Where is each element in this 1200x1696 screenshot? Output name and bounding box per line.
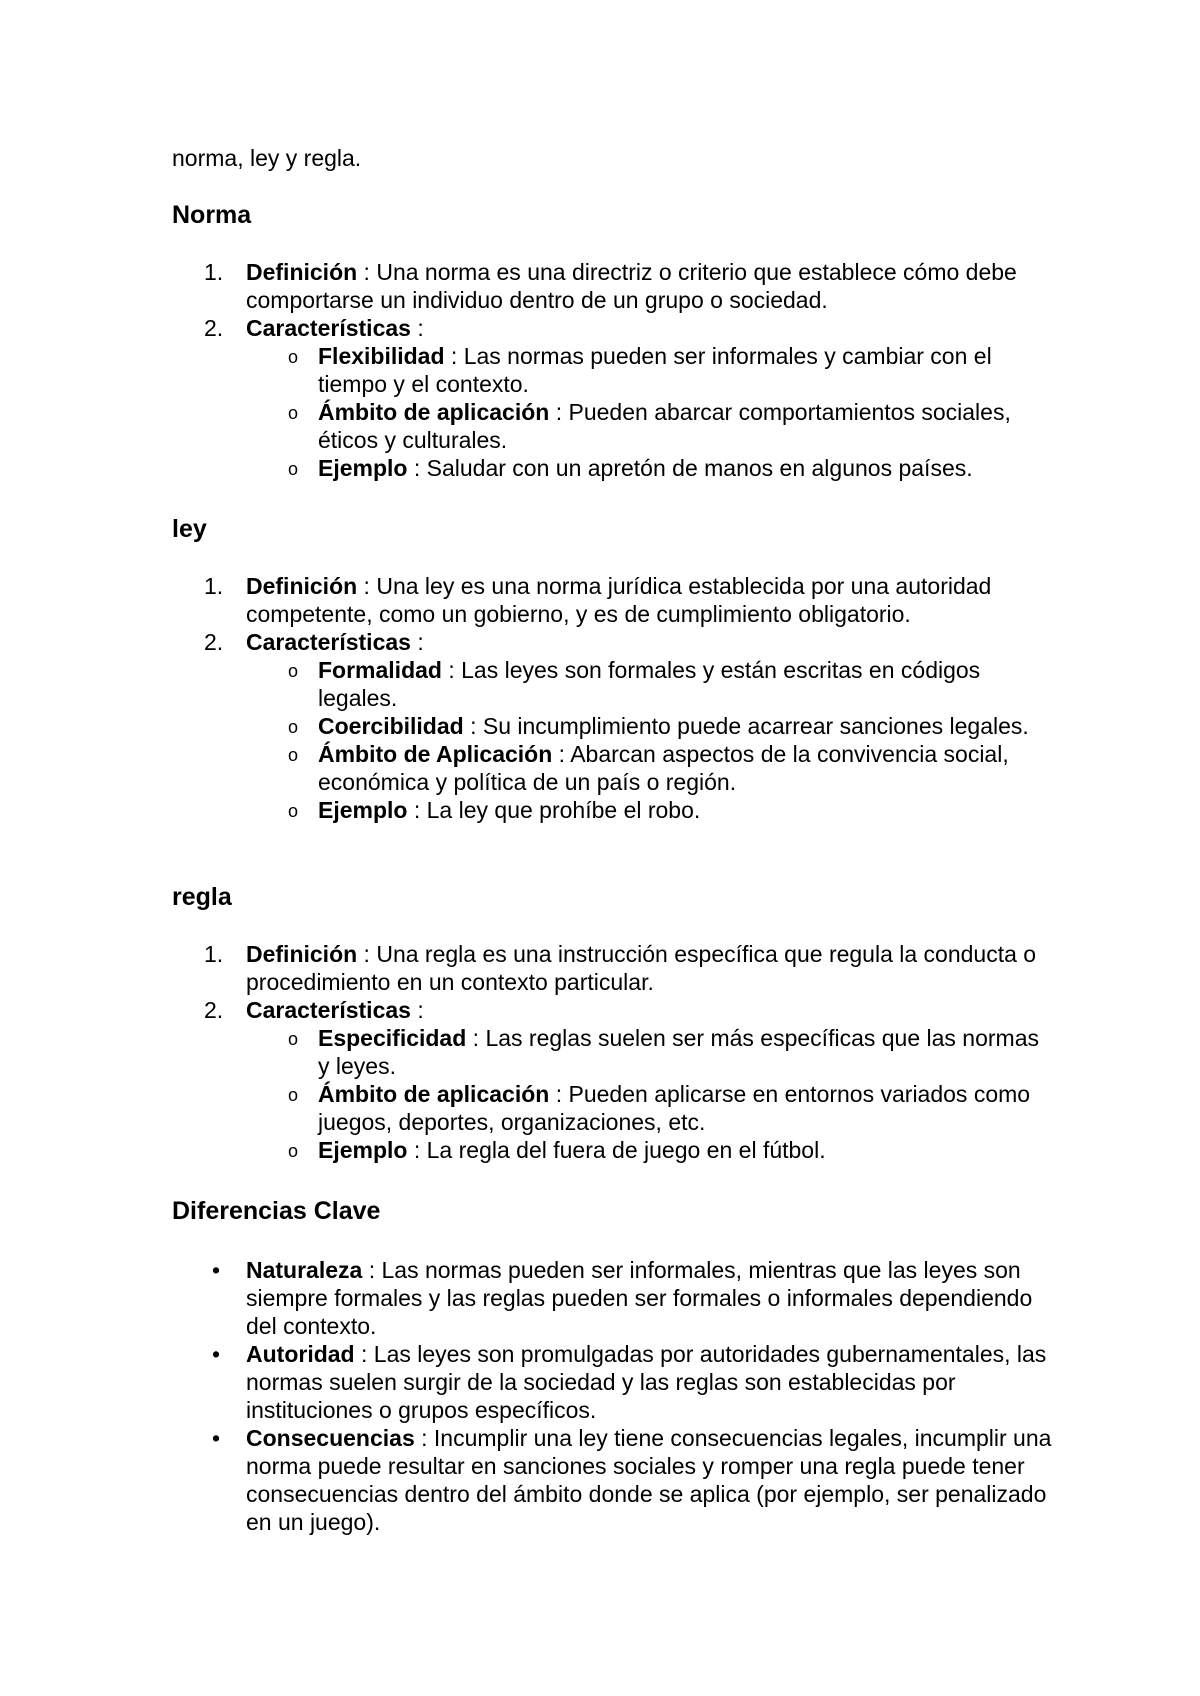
item-term: Formalidad xyxy=(318,657,442,683)
item-separator: : xyxy=(407,455,427,481)
section-heading: regla xyxy=(172,883,232,911)
section-norma-list xyxy=(172,258,1052,482)
section-regla-list xyxy=(172,940,1052,1164)
bullet-item-consecuencias xyxy=(172,1424,1052,1536)
section-heading: Diferencias Clave xyxy=(172,1197,381,1225)
item-separator: : xyxy=(407,797,427,823)
item-term: Características xyxy=(246,629,411,655)
item-separator: : xyxy=(410,997,424,1023)
item-text: La ley que prohíbe el robo. xyxy=(426,797,701,823)
item-term: Ámbito de aplicación xyxy=(318,399,550,425)
list-item-caracteristicas xyxy=(172,996,1052,1164)
item-separator: : xyxy=(407,1137,427,1163)
bullet-o-icon: o xyxy=(288,459,299,479)
section-norma xyxy=(172,200,1052,230)
item-separator: : xyxy=(549,1081,569,1107)
bullet-o-icon: o xyxy=(288,717,299,737)
item-term: Definición xyxy=(246,573,358,599)
bullet-item-autoridad xyxy=(172,1340,1052,1424)
item-separator: : xyxy=(463,713,483,739)
item-term: Definición xyxy=(246,941,358,967)
item-term: Ámbito de Aplicación xyxy=(318,741,553,767)
item-text: Las leyes son promulgadas por autoridades gubernamentales, las normas suelen surgir de la sociedad y las reglas son establecidas por instituciones o grupos específicos. xyxy=(246,1341,1047,1423)
sublist xyxy=(246,656,1052,824)
sublist-item xyxy=(246,398,1052,454)
sublist-item xyxy=(246,342,1052,398)
sublist-item xyxy=(246,454,1052,482)
item-separator: : xyxy=(441,657,462,683)
bullet-o-icon: o xyxy=(288,403,299,423)
item-term: Naturaleza xyxy=(246,1257,363,1283)
sublist-item xyxy=(246,796,1052,824)
item-text: Saludar con un apretón de manos en algunos países. xyxy=(426,455,973,481)
list-number: 2. xyxy=(204,315,224,341)
item-term: Ejemplo xyxy=(318,1137,408,1163)
item-text: Las leyes son formales y están escritas en códigos legales. xyxy=(318,657,981,711)
section-ley xyxy=(172,514,1052,544)
item-term: Ámbito de aplicación xyxy=(318,1081,550,1107)
item-separator: : xyxy=(357,941,377,967)
list-number: 1. xyxy=(204,941,224,967)
sublist-item xyxy=(246,740,1052,796)
item-term: Especificidad xyxy=(318,1025,467,1051)
section-heading: ley xyxy=(172,515,207,543)
section-ley-list xyxy=(172,572,1052,824)
item-text: Abarcan aspectos de la convivencia social, económica y política de un país o región. xyxy=(318,741,1009,795)
list-number: 1. xyxy=(204,573,224,599)
list-number: 1. xyxy=(204,259,224,285)
item-separator: : xyxy=(552,741,571,767)
item-text: La regla del fuera de juego en el fútbol. xyxy=(426,1137,826,1163)
item-separator: : xyxy=(357,259,377,285)
list-item-definicion xyxy=(172,940,1052,996)
item-term: Ejemplo xyxy=(318,797,408,823)
bullet-item-naturaleza xyxy=(172,1256,1052,1340)
list-item-caracteristicas xyxy=(172,314,1052,482)
item-term: Autoridad xyxy=(246,1341,355,1367)
bullet-o-icon: o xyxy=(288,1085,299,1105)
item-separator: : xyxy=(357,573,377,599)
sublist-item xyxy=(246,712,1052,740)
list-number: 2. xyxy=(204,997,224,1023)
item-term: Flexibilidad xyxy=(318,343,445,369)
item-text: Una regla es una instrucción específica que regula la conducta o procedimiento en un contexto particular. xyxy=(246,941,1037,995)
item-text: Una norma es una directriz o criterio que establece cómo debe comportarse un individuo dentro de un grupo o sociedad. xyxy=(246,259,1017,313)
item-text: Las reglas suelen ser más específicas que las normas y leyes. xyxy=(318,1025,1040,1079)
item-term: Consecuencias xyxy=(246,1425,415,1451)
list-item-caracteristicas xyxy=(172,628,1052,824)
item-term: Características xyxy=(246,997,411,1023)
bullet-dot-icon: • xyxy=(212,1425,221,1451)
sublist xyxy=(246,1024,1052,1164)
item-text: Su incumplimiento puede acarrear sanciones legales. xyxy=(482,713,1029,739)
list-number: 2. xyxy=(204,629,224,655)
section-diferencias xyxy=(172,1196,1052,1226)
sublist-item xyxy=(246,1024,1052,1080)
section-diferencias-list xyxy=(172,1256,1052,1536)
section-heading: Norma xyxy=(172,201,252,229)
item-text: Las normas pueden ser informales y cambiar con el tiempo y el contexto. xyxy=(318,343,992,397)
list-item-definicion xyxy=(172,572,1052,628)
item-separator: : xyxy=(414,1425,434,1451)
sublist-item xyxy=(246,656,1052,712)
bullet-o-icon: o xyxy=(288,661,299,681)
bullet-dot-icon: • xyxy=(212,1341,221,1367)
list-item-definicion xyxy=(172,258,1052,314)
item-separator: : xyxy=(410,629,424,655)
item-separator: : xyxy=(444,343,464,369)
bullet-o-icon: o xyxy=(288,801,299,821)
item-separator: : xyxy=(549,399,569,425)
item-text: Incumplir una ley tiene consecuencias legales, incumplir una norma puede resultar en sanciones sociales y romper una regla puede tener consecuencias dentro del ámbito donde se aplica (por ejemplo, ser penalizado en un juego). xyxy=(246,1425,1052,1535)
sublist-item xyxy=(246,1136,1052,1164)
item-text: Pueden aplicarse en entornos variados como juegos, deportes, organizaciones, etc. xyxy=(318,1081,1031,1135)
bullet-o-icon: o xyxy=(288,1029,299,1049)
sublist xyxy=(246,342,1052,482)
bullet-o-icon: o xyxy=(288,1141,299,1161)
item-term: Ejemplo xyxy=(318,455,408,481)
bullet-o-icon: o xyxy=(288,745,299,765)
section-regla xyxy=(172,882,1052,912)
item-term: Coercibilidad xyxy=(318,713,464,739)
item-text: Una ley es una norma jurídica establecida por una autoridad competente, como un gobierno, y es de cumplimiento obligatorio. xyxy=(246,573,992,627)
item-text: Pueden abarcar comportamientos sociales, éticos y culturales. xyxy=(318,399,1011,453)
item-separator: : xyxy=(466,1025,486,1051)
item-separator: : xyxy=(354,1341,374,1367)
bullet-o-icon: o xyxy=(288,347,299,367)
sublist-item xyxy=(246,1080,1052,1136)
intro-text: norma, ley y regla. xyxy=(172,145,362,171)
item-separator: : xyxy=(362,1257,382,1283)
item-text: Las normas pueden ser informales, mientras que las leyes son siempre formales y las reglas pueden ser formales o informales dependiendo del contexto. xyxy=(246,1257,1033,1339)
item-term: Definición xyxy=(246,259,358,285)
item-term: Características xyxy=(246,315,411,341)
bullet-dot-icon: • xyxy=(212,1257,221,1283)
item-separator: : xyxy=(410,315,424,341)
